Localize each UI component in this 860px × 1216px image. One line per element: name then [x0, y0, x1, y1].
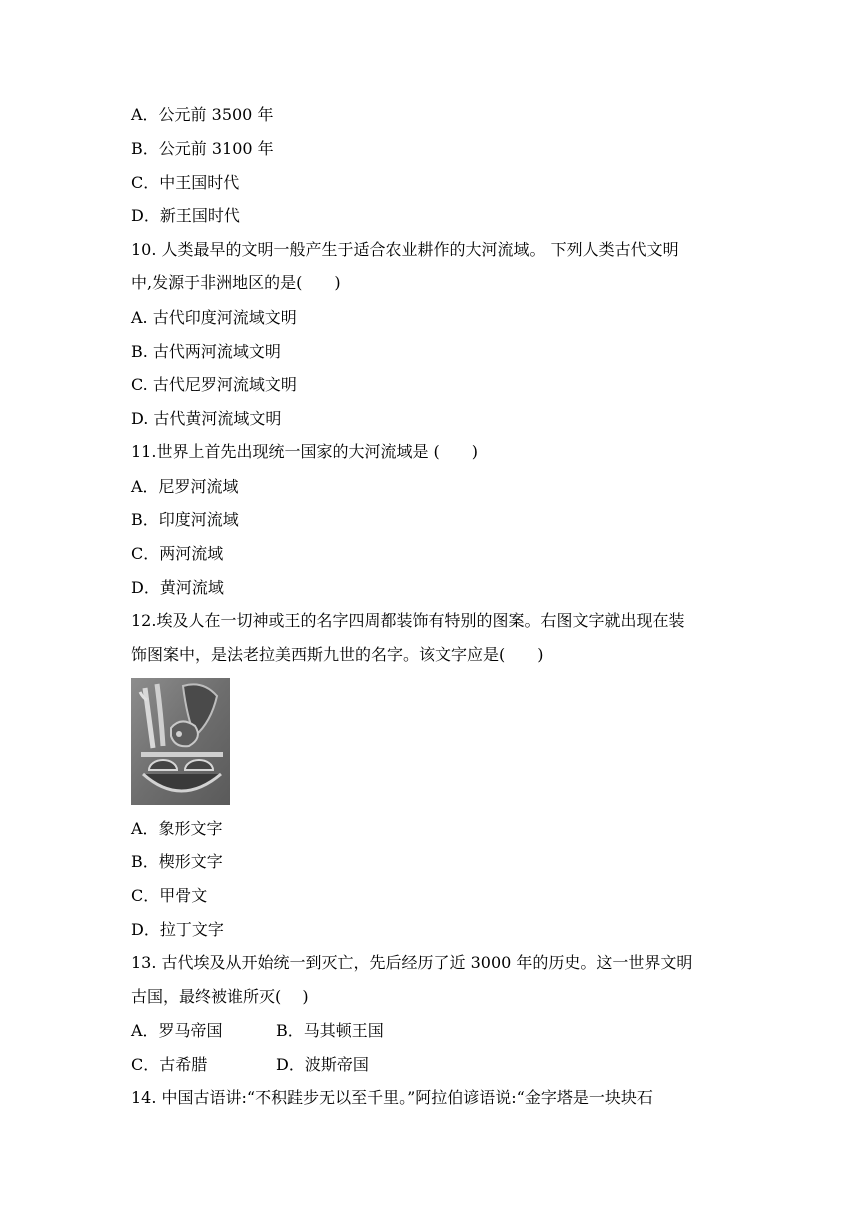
q13-option-b: B．马其顿王国	[276, 1021, 384, 1040]
q11-stem: 11.世界上首先出现统一国家的大河流域是 ( )	[131, 442, 479, 461]
q11-option-b: B．印度河流域	[131, 510, 239, 529]
q13-stem-line2: 古国，最终被谁所灭( )	[131, 987, 309, 1006]
q13-options-row1	[131, 1020, 384, 1042]
q10-stem-line2: 中,发源于非洲地区的是( )	[131, 273, 341, 292]
q9-option-b: B．公元前 3100 年	[131, 139, 274, 158]
q9-option-d: D．新王国时代	[131, 206, 240, 225]
q9-option-a: A．公元前 3500 年	[131, 105, 274, 124]
hieroglyph-cartouche-image	[131, 678, 230, 805]
q12-option-d: D．拉丁文字	[131, 920, 224, 939]
q12-option-b: B．楔形文字	[131, 852, 223, 871]
q10-stem-line1: 10. 人类最早的文明一般产生于适合农业耕作的大河流域。 下列人类古代文明	[131, 240, 679, 259]
q12-option-c: C．甲骨文	[131, 886, 208, 905]
q14-stem-line1: 14. 中国古语讲:“不积跬步无以至千里。”阿拉伯谚语说:“金字塔是一块块石	[131, 1088, 653, 1107]
q11-option-a: A．尼罗河流域	[131, 477, 239, 496]
q13-stem-line1: 13. 古代埃及从开始统一到灭亡，先后经历了近 3000 年的历史。这一世界文明	[131, 953, 693, 972]
q12-stem-line2: 饰图案中，是法老拉美西斯九世的名字。该文字应是( )	[131, 645, 544, 664]
q10-option-c: C. 古代尼罗河流域文明	[131, 375, 297, 394]
q13-option-d: D．波斯帝国	[276, 1055, 369, 1074]
q10-option-d: D. 古代黄河流域文明	[131, 409, 282, 428]
q12-stem-line1: 12.埃及人在一切神或王的名字四周都装饰有特别的图案。右图文字就出现在装	[131, 611, 685, 630]
hieroglyph-carving-illustration	[131, 678, 230, 805]
q11-option-c: C．两河流域	[131, 544, 224, 563]
q13-option-c: C．古希腊	[131, 1055, 208, 1074]
q11-option-d: D．黄河流域	[131, 578, 224, 597]
q10-option-b: B. 古代两河流域文明	[131, 342, 281, 361]
q12-option-a: A．象形文字	[131, 819, 223, 838]
q13-option-a: A．罗马帝国	[131, 1021, 223, 1040]
q9-option-c: C．中王国时代	[131, 173, 240, 192]
q13-options-row2	[131, 1054, 369, 1076]
q10-option-a: A. 古代印度河流域文明	[131, 308, 297, 327]
